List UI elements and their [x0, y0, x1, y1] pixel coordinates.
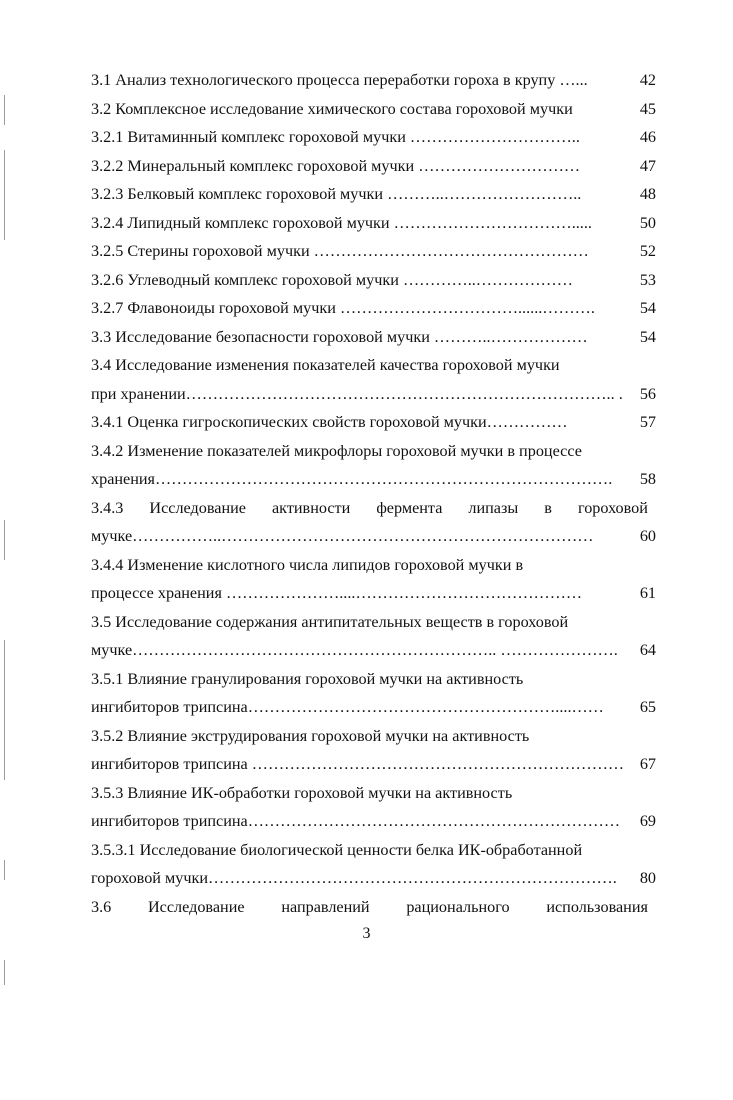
- toc-entry-title: 3.2.5 Стерины гороховой мучки ……………………………………………: [91, 242, 589, 260]
- toc-entry-title: мучке………………………………………………………….. ………………….: [91, 641, 618, 659]
- toc-entry-title: ингибиторов трипсина ……………………………………………………………: [91, 755, 625, 773]
- toc-entry: [91, 408, 656, 437]
- toc-entry-title: 3.5.2 Влияние экструдирования гороховой мучки на активность: [91, 726, 530, 745]
- toc-entry-page: 54: [639, 299, 656, 317]
- toc-entry-page: 50: [639, 213, 656, 232]
- toc-entry-title: 3.2.2 Минеральный комплекс гороховой мучки …………………………: [91, 156, 581, 175]
- toc-entry: [91, 807, 656, 836]
- toc-entry-word: направлений: [281, 897, 370, 916]
- toc-entry-title: 3.1 Анализ технологического процесса переработки гороха в крупу …...: [91, 71, 588, 89]
- toc-entry: [91, 465, 656, 494]
- toc-entry-page: 48: [639, 185, 656, 203]
- toc-entry: [91, 779, 656, 808]
- toc-entry-page: 64: [639, 641, 656, 659]
- scan-noise-mark: [4, 95, 5, 125]
- toc-entry-title: 3.2.6 Углеводный комплекс гороховой мучки …………..………………: [91, 270, 573, 289]
- toc-entry-word: 3.4.3: [91, 498, 124, 517]
- toc-entry-word: использования: [546, 897, 648, 916]
- toc-entry-title: 3.5 Исследование содержания антипитательных веществ в гороховой: [91, 612, 569, 631]
- toc-entry-page: 45: [639, 99, 656, 118]
- toc-entry: [91, 323, 656, 352]
- toc-entry-title: гороховой мучки………………………………………………………………….: [91, 869, 617, 887]
- scan-noise-mark: [4, 150, 5, 240]
- toc-entry-page: 42: [639, 71, 656, 89]
- page-number: 3: [362, 925, 371, 942]
- toc-entry-page: 60: [639, 527, 656, 545]
- toc-entry-page: 53: [639, 270, 656, 289]
- toc-entry: [91, 266, 656, 295]
- toc-entry: [91, 579, 656, 608]
- toc-entry-title: 3.2 Комплексное исследование химического состава гороховой мучки: [91, 99, 573, 118]
- toc-entry-word: рационального: [406, 897, 510, 916]
- toc-entry-word: фермента: [376, 498, 443, 517]
- toc-entry: [91, 893, 656, 922]
- toc-entry-page: 56: [639, 384, 656, 403]
- toc-entry-word: активности: [271, 498, 351, 517]
- toc-entry-word: гороховой: [577, 498, 648, 517]
- toc-entry-page: 65: [639, 698, 656, 716]
- toc-entry-title: хранения………………………………………………………………………….: [91, 470, 613, 488]
- toc-entry-title: 3.2.7 Флавоноиды гороховой мучки ……………………………......……….: [91, 299, 595, 317]
- toc-entry: [91, 66, 656, 95]
- toc-entry-page: 61: [639, 584, 656, 602]
- table-of-contents: [91, 66, 656, 921]
- toc-entry: [91, 750, 656, 779]
- toc-entry: [91, 152, 656, 181]
- toc-entry-page: 58: [639, 470, 656, 488]
- toc-entry: [91, 494, 656, 523]
- toc-entry-title: 3.4.1 Оценка гигроскопических свойств гороховой мучки……………: [91, 413, 568, 431]
- toc-entry: [91, 294, 656, 323]
- toc-entry-word: Исследование: [149, 498, 246, 517]
- toc-entry: [91, 722, 656, 751]
- toc-entry-title: 3.4.4 Изменение кислотного числа липидов гороховой мучки в: [91, 555, 524, 574]
- toc-entry: [91, 95, 656, 124]
- toc-entry-title: при хранении…………………………………………………………………….. .: [91, 384, 623, 403]
- toc-entry-title: 3.4 Исследование изменения показателей качества гороховой мучки: [91, 356, 560, 374]
- toc-entry-title: мучке……………..……………………………………………………………: [91, 527, 594, 545]
- toc-entry: [91, 693, 656, 722]
- toc-entry-page: 67: [639, 755, 656, 773]
- toc-entry: [91, 380, 656, 409]
- toc-entry-title: 3.5.3.1 Исследование биологической ценности белка ИК-обработанной: [91, 840, 583, 859]
- toc-entry: [91, 665, 656, 694]
- toc-entry-page: 52: [639, 242, 656, 260]
- toc-entry-page: 46: [639, 128, 656, 146]
- toc-entry: [91, 237, 656, 266]
- toc-entry-word: в: [544, 498, 552, 517]
- toc-entry-title: процессе хранения …………………....……………………………………: [91, 584, 583, 602]
- toc-entry: [91, 636, 656, 665]
- toc-entry-word: Исследование: [147, 897, 245, 916]
- toc-entry: [91, 522, 656, 551]
- toc-entry: [91, 437, 656, 466]
- toc-entry-page: 69: [639, 812, 656, 830]
- toc-entry: [91, 123, 656, 152]
- toc-entry: [91, 551, 656, 580]
- toc-entry-title: ингибиторов трипсина……………………………………………………………: [91, 812, 621, 830]
- toc-entry-word: 3.6: [91, 897, 112, 916]
- toc-entry-title: 3.5.3 Влияние ИК-обработки гороховой мучки на активность: [91, 783, 513, 802]
- toc-entry-title: 3.2.3 Белковый комплекс гороховой мучки ………..……………………..: [91, 185, 582, 203]
- scan-noise-mark: [4, 520, 5, 560]
- toc-entry-title: 3.4.2 Изменение показателей микрофлоры гороховой мучки в процессе: [91, 441, 582, 460]
- scan-noise-mark: [4, 860, 5, 880]
- toc-entry-page: 80: [639, 869, 656, 887]
- toc-entry-title: 3.2.1 Витаминный комплекс гороховой мучки …………………………..: [91, 128, 580, 146]
- toc-entry-title: 3.3 Исследование безопасности гороховой мучки ………..………………: [91, 327, 588, 346]
- toc-entry: [91, 864, 656, 893]
- toc-entry: [91, 836, 656, 865]
- toc-entry-page: 57: [639, 413, 656, 431]
- toc-entry: [91, 209, 656, 238]
- toc-entry-word: липазы: [468, 498, 519, 517]
- toc-entry: [91, 351, 656, 380]
- toc-entry-title: 3.5.1 Влияние гранулирования гороховой мучки на активность: [91, 669, 524, 688]
- toc-entry-page: 47: [639, 156, 656, 175]
- toc-entry: [91, 180, 656, 209]
- toc-entry-title: ингибиторов трипсина…………………………………………………....……: [91, 698, 604, 716]
- scan-noise-mark: [4, 960, 5, 985]
- toc-entry-page: 54: [639, 327, 656, 346]
- toc-entry: [91, 608, 656, 637]
- scan-noise-mark: [4, 640, 5, 780]
- toc-entry-title: 3.2.4 Липидный комплекс гороховой мучки …………………………….....: [91, 213, 592, 232]
